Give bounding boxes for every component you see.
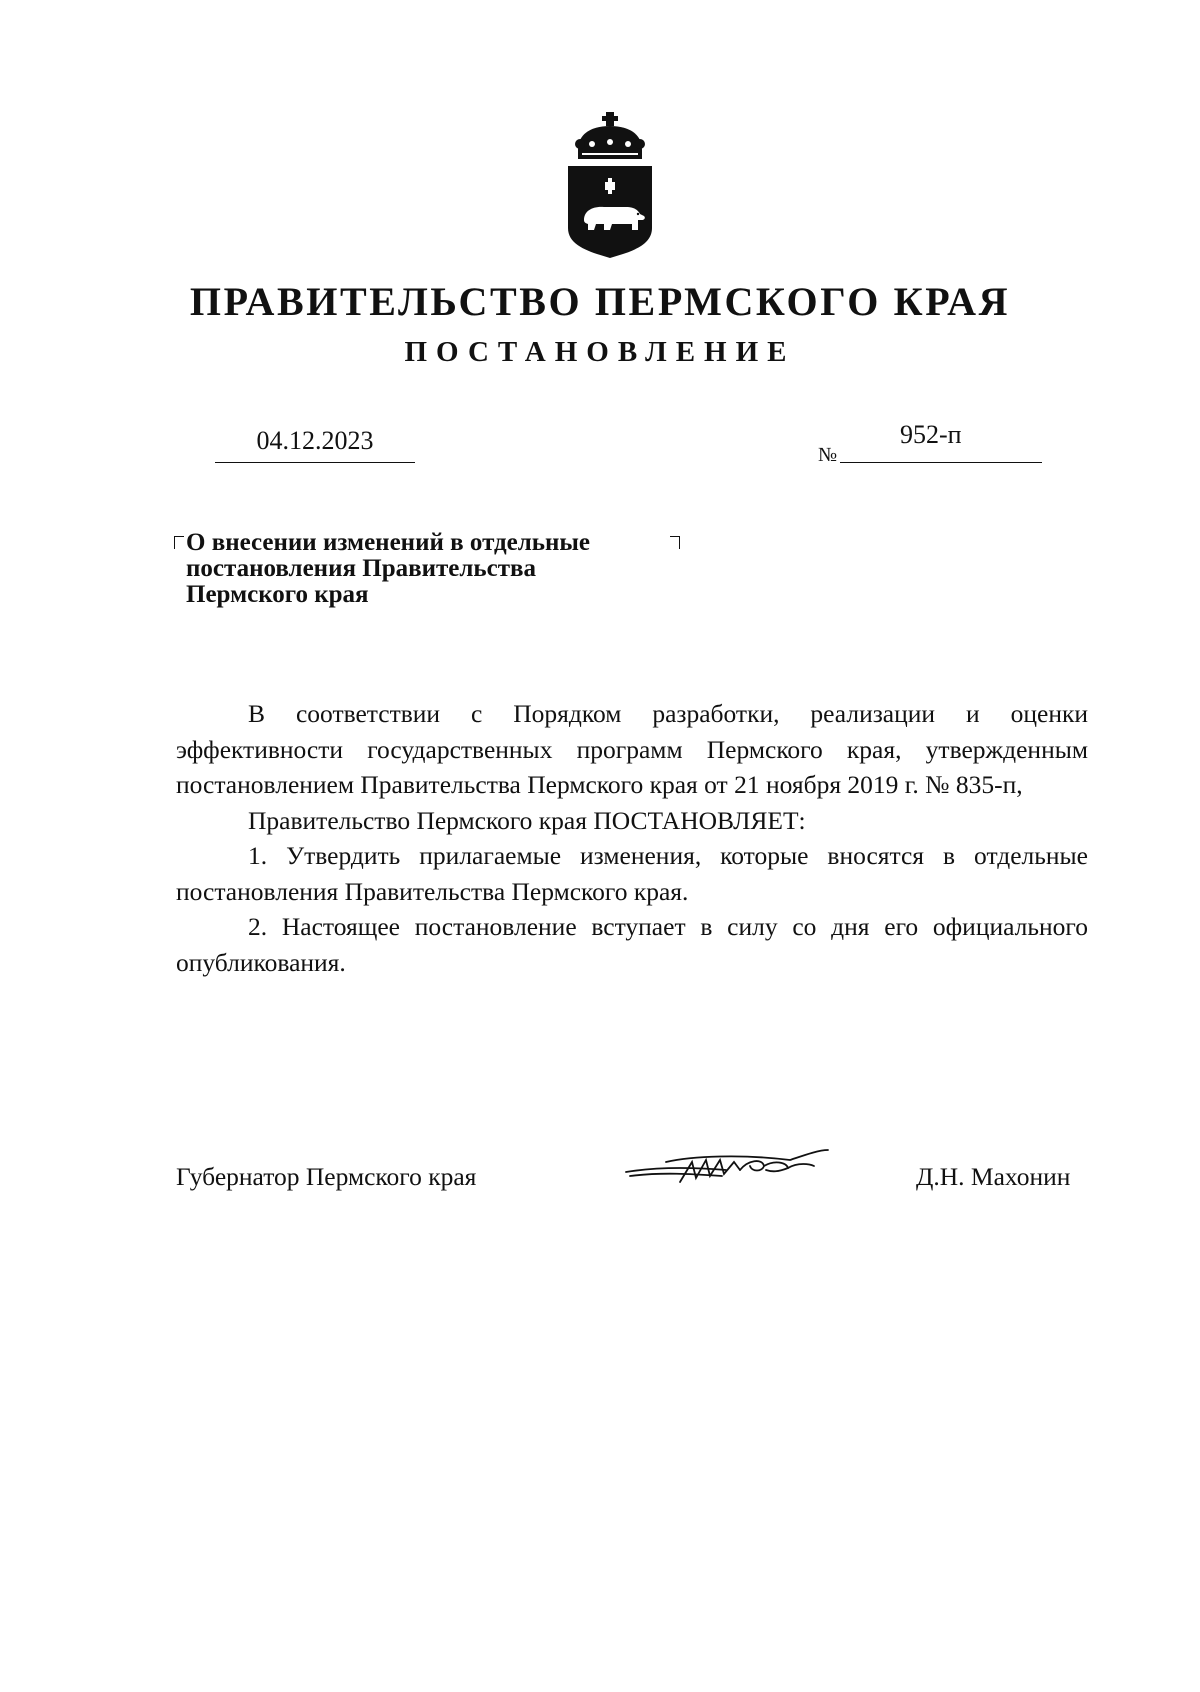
document-type: ПОСТАНОВЛЕНИЕ: [404, 336, 796, 368]
subject-line: О внесении изменений в отдельные: [186, 529, 591, 556]
subject-corner-left: [174, 536, 184, 549]
subject-line: Пермского края: [186, 581, 369, 608]
signatory-position: Губернатор Пермского края: [176, 1162, 477, 1191]
clause-paragraph: 1. Утвердить прилагаемые изменения, которые вносятся в отдельные постановления Правительства Пермского края.: [176, 841, 1088, 906]
number-sign: №: [818, 444, 838, 466]
organization-title: ПРАВИТЕЛЬСТВО ПЕРМСКОГО КРАЯ: [189, 279, 1011, 324]
signatory-name: Д.Н. Махонин: [916, 1162, 1071, 1191]
perm-krai-coat-of-arms-icon: [564, 110, 656, 260]
clause-paragraph: 2. Настоящее постановление вступает в силу со дня его официального опубликования.: [176, 912, 1088, 977]
handwritten-signature-icon: [622, 1146, 832, 1192]
preamble-paragraph: В соответствии с Порядком разработки, реализации и оценки эффективности государственных программ Пермского края, утвержденным постановлением Правительства Пермского края от 21 ноября 2019 г. № 835-п,: [176, 699, 1088, 799]
document-subject: [186, 530, 686, 608]
decree-paragraph: Правительство Пермского края ПОСТАНОВЛЯЕТ:: [248, 805, 806, 835]
document-body: [176, 696, 1088, 980]
signature-block: [176, 1146, 1096, 1206]
date-field: [215, 424, 415, 463]
number-field: [840, 420, 1042, 463]
document-number: 952-п: [900, 420, 962, 449]
subject-line: постановления Правительства: [186, 555, 536, 582]
document-date: 04.12.2023: [256, 426, 374, 455]
